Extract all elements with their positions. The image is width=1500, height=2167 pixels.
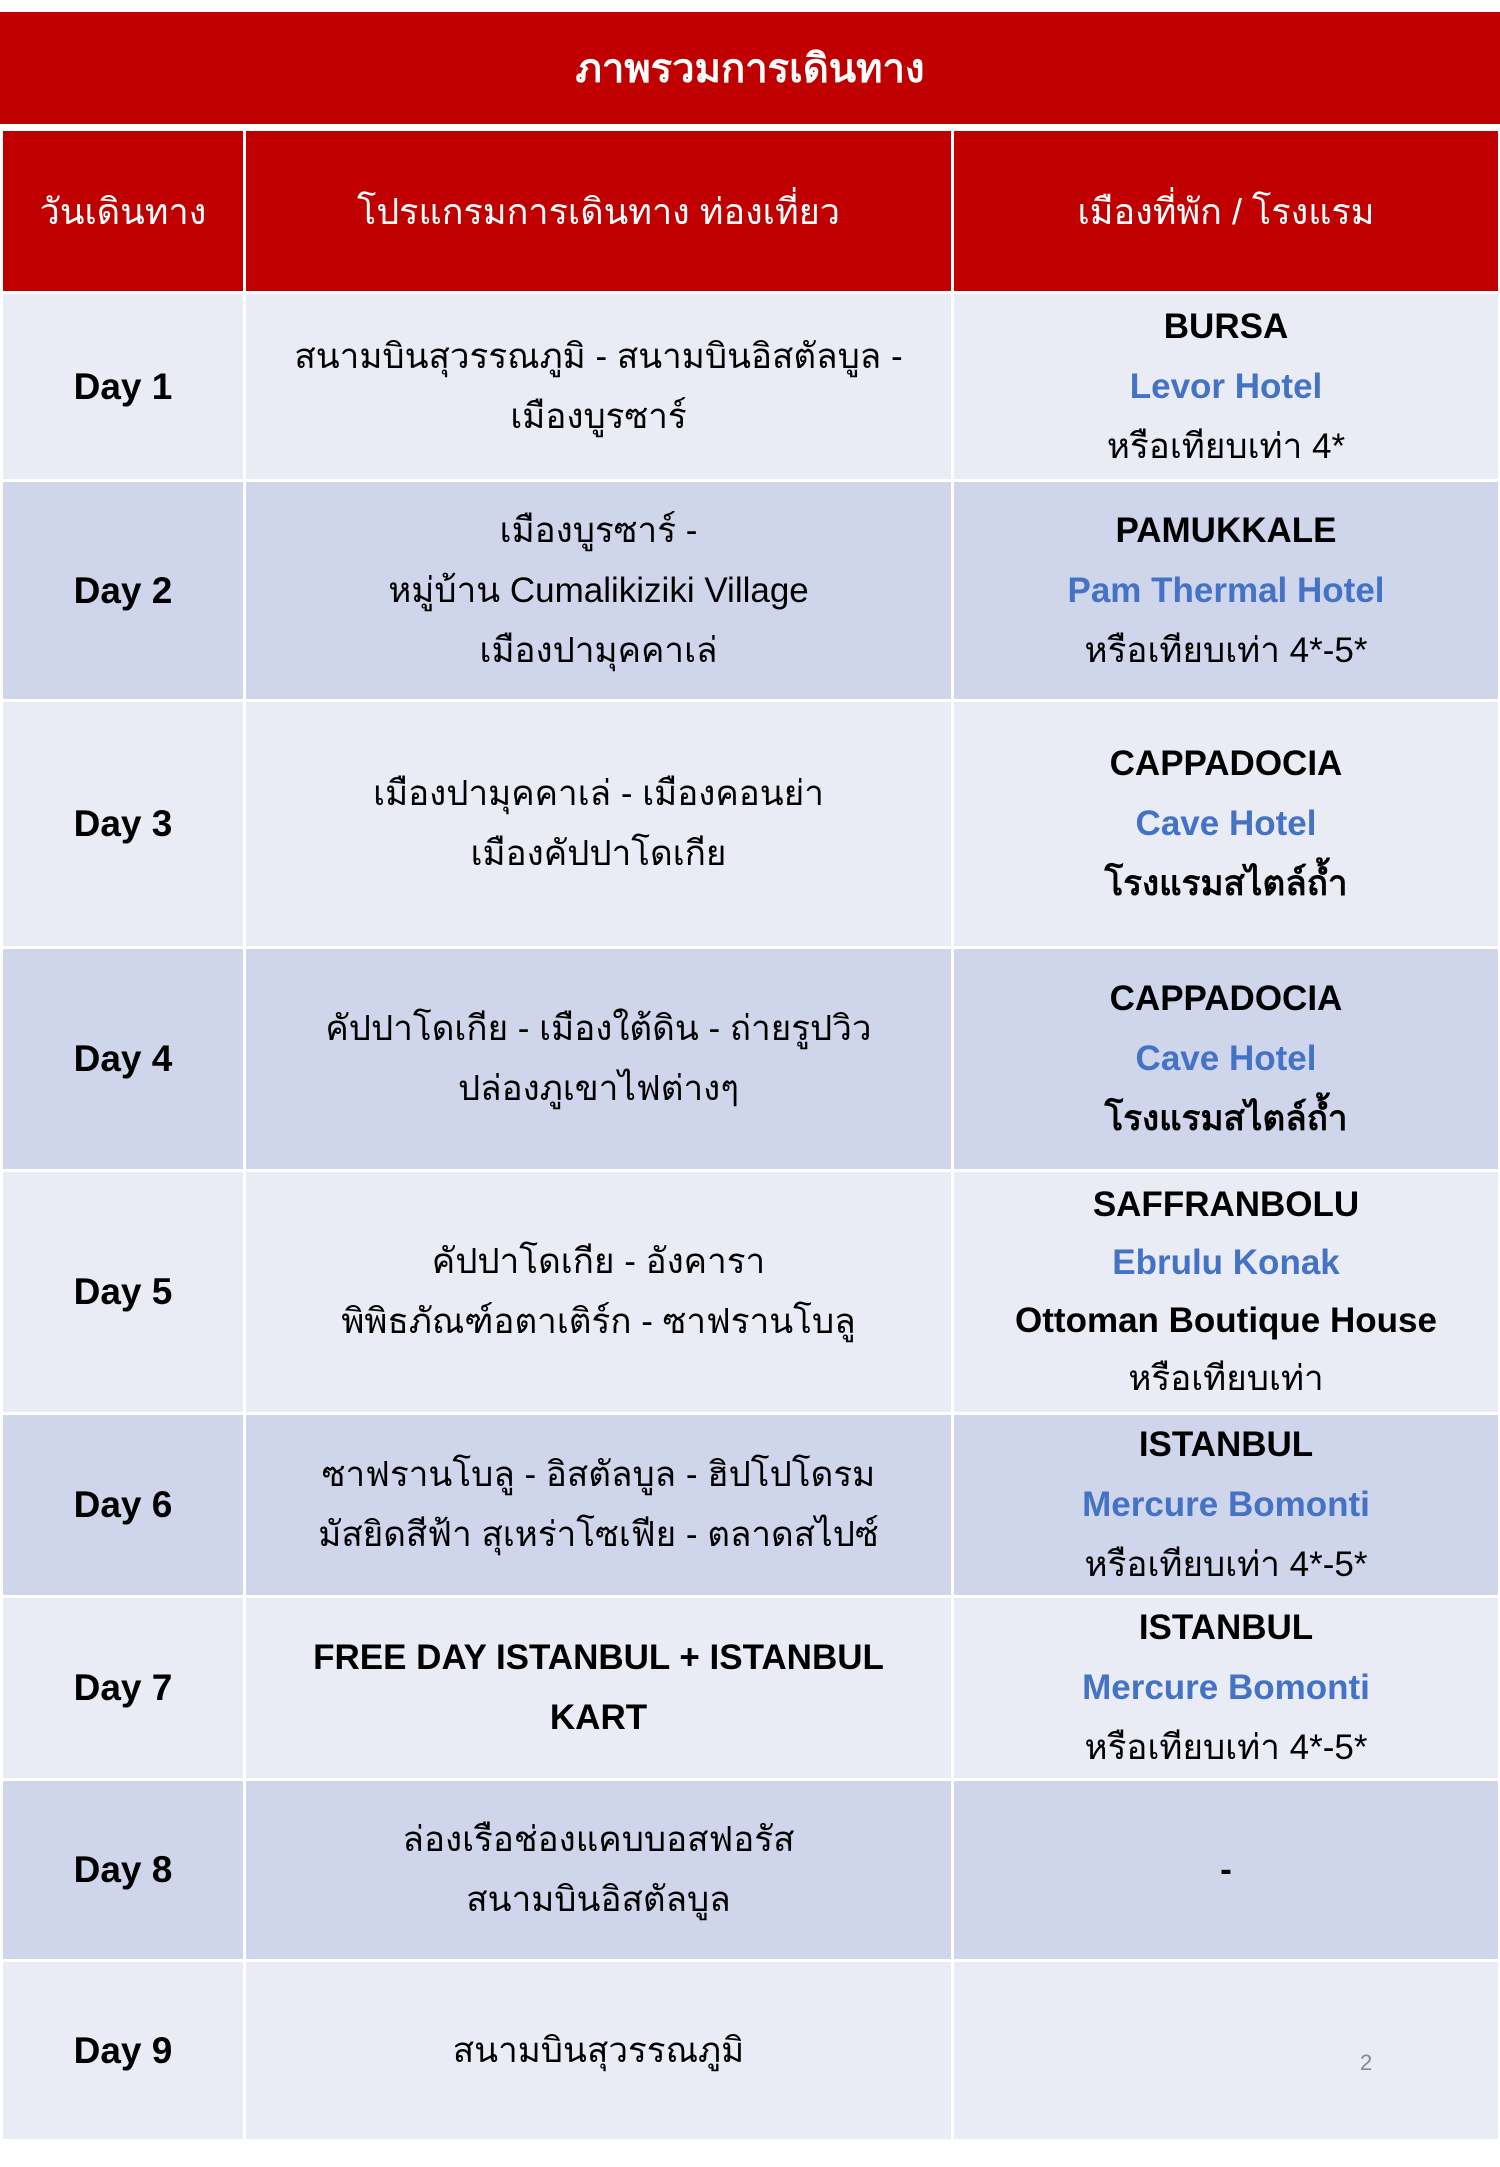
- day-cell: Day 9: [2, 1961, 245, 2141]
- hotel-cell: [953, 1597, 1500, 1780]
- city-name: ISTANBUL: [1138, 1608, 1314, 1647]
- city-name: BURSA: [1163, 306, 1289, 346]
- day-cell: Day 7: [2, 1597, 245, 1780]
- table-row: [2, 1597, 1500, 1780]
- hotel-cell: [953, 948, 1500, 1171]
- hotel-cell: [953, 701, 1500, 948]
- hotel-name: Cave Hotel: [1135, 804, 1317, 843]
- table-row: [2, 481, 1500, 701]
- table-row: [2, 948, 1500, 1171]
- hotel-name: Levor Hotel: [1129, 366, 1323, 406]
- table-row: [2, 701, 1500, 948]
- program-line: เมืองปามุคคาเล่ - เมืองคอนย่า: [373, 774, 824, 813]
- day-cell: Day 4: [2, 948, 245, 1171]
- day-cell: Day 2: [2, 481, 245, 701]
- city-name: SAFFRANBOLU: [1092, 1185, 1360, 1224]
- program-cell: [245, 701, 953, 948]
- program-line: ซาฟรานโบลู - อิสตัลบูล - ฮิปโปโดรม: [321, 1455, 876, 1494]
- table-row: [2, 1171, 1500, 1414]
- hotel-note: หรือเทียบเท่า 4*: [1106, 426, 1346, 466]
- table-row: [2, 293, 1500, 481]
- program-cell: [245, 1414, 953, 1597]
- hotel-name: Mercure Bomonti: [1082, 1485, 1370, 1524]
- program-line: สนามบินอิสตัลบูล: [466, 1880, 731, 1919]
- hotel-name-extra: Ottoman Boutique House: [1015, 1301, 1437, 1340]
- city-name: PAMUKKALE: [1115, 510, 1337, 550]
- hotel-name: Mercure Bomonti: [1082, 1668, 1370, 1707]
- city-name: CAPPADOCIA: [1109, 979, 1343, 1018]
- program-line: KART: [549, 1698, 648, 1737]
- page-number: 2: [1360, 2050, 1373, 2075]
- program-line: FREE DAY ISTANBUL + ISTANBUL: [313, 1638, 884, 1677]
- program-line: มัสยิดสีฟ้า สุเหร่าโซเฟีย - ตลาดสไปซ์: [318, 1515, 879, 1554]
- day-cell: Day 8: [2, 1780, 245, 1961]
- program-line: ปล่องภูเขาไฟต่างๆ: [457, 1069, 740, 1108]
- itinerary-table: [0, 128, 1500, 2142]
- program-line: เมืองบูรซาร์ -: [499, 510, 698, 550]
- hotel-dash: -: [1220, 1850, 1232, 1889]
- table-row: [2, 1961, 1500, 2141]
- program-line: สนามบินสุวรรณภูมิ - สนามบินอิสตัลบูล -: [294, 336, 903, 376]
- hotel-note: หรือเทียบเท่า 4*-5*: [1084, 630, 1368, 670]
- header-program: โปรแกรมการเดินทาง ท่องเที่ยว: [245, 130, 953, 293]
- day-cell: Day 3: [2, 701, 245, 948]
- hotel-cell: [953, 293, 1500, 481]
- page-title: ภาพรวมการเดินทาง: [0, 12, 1500, 124]
- hotel-name: Pam Thermal Hotel: [1067, 570, 1385, 610]
- table-row: [2, 1780, 1500, 1961]
- hotel-cell: [953, 1961, 1500, 2141]
- header-day: วันเดินทาง: [2, 130, 245, 293]
- program-line: เมืองปามุคคาเล่: [479, 630, 718, 670]
- hotel-name: Cave Hotel: [1135, 1039, 1317, 1078]
- program-line: คัปปาโดเกีย - อังคารา: [431, 1242, 766, 1281]
- program-line: ล่องเรือช่องแคบบอสฟอรัส: [402, 1820, 795, 1859]
- program-line: เมืองคัปปาโดเกีย: [470, 834, 727, 873]
- hotel-note: โรงแรมสไตล์ถ้ำ: [1104, 864, 1348, 903]
- hotel-name: Ebrulu Konak: [1112, 1243, 1340, 1282]
- city-name: CAPPADOCIA: [1109, 744, 1343, 783]
- program-cell: [245, 481, 953, 701]
- hotel-note: หรือเทียบเท่า: [1128, 1359, 1324, 1398]
- day-cell: Day 6: [2, 1414, 245, 1597]
- program-cell: [245, 1171, 953, 1414]
- program-cell: [245, 1780, 953, 1961]
- hotel-cell: [953, 1414, 1500, 1597]
- program-line: เมืองบูรซาร์: [510, 396, 687, 436]
- program-line: คัปปาโดเกีย - เมืองใต้ดิน - ถ่ายรูปวิว: [325, 1009, 872, 1048]
- program-line: สนามบินสุวรรณภูมิ: [452, 2030, 745, 2070]
- hotel-note: หรือเทียบเท่า 4*-5*: [1084, 1545, 1368, 1584]
- hotel-note: หรือเทียบเท่า 4*-5*: [1084, 1728, 1368, 1767]
- program-cell: [245, 1961, 953, 2141]
- day-cell: Day 1: [2, 293, 245, 481]
- hotel-cell: [953, 1171, 1500, 1414]
- hotel-note: โรงแรมสไตล์ถ้ำ: [1104, 1099, 1348, 1138]
- hotel-cell: [953, 481, 1500, 701]
- program-cell: [245, 293, 953, 481]
- program-cell: [245, 948, 953, 1171]
- header-hotel: เมืองที่พัก / โรงแรม: [953, 130, 1500, 293]
- program-line: พิพิธภัณฑ์อตาเติร์ก - ซาฟรานโบลู: [341, 1302, 856, 1341]
- city-name: ISTANBUL: [1138, 1425, 1314, 1464]
- day-cell: Day 5: [2, 1171, 245, 1414]
- table-row: [2, 1414, 1500, 1597]
- hotel-cell: [953, 1780, 1500, 1961]
- table-header-row: [2, 130, 1500, 293]
- program-line: หมู่บ้าน Cumalikiziki Village: [388, 570, 809, 610]
- program-cell: [245, 1597, 953, 1780]
